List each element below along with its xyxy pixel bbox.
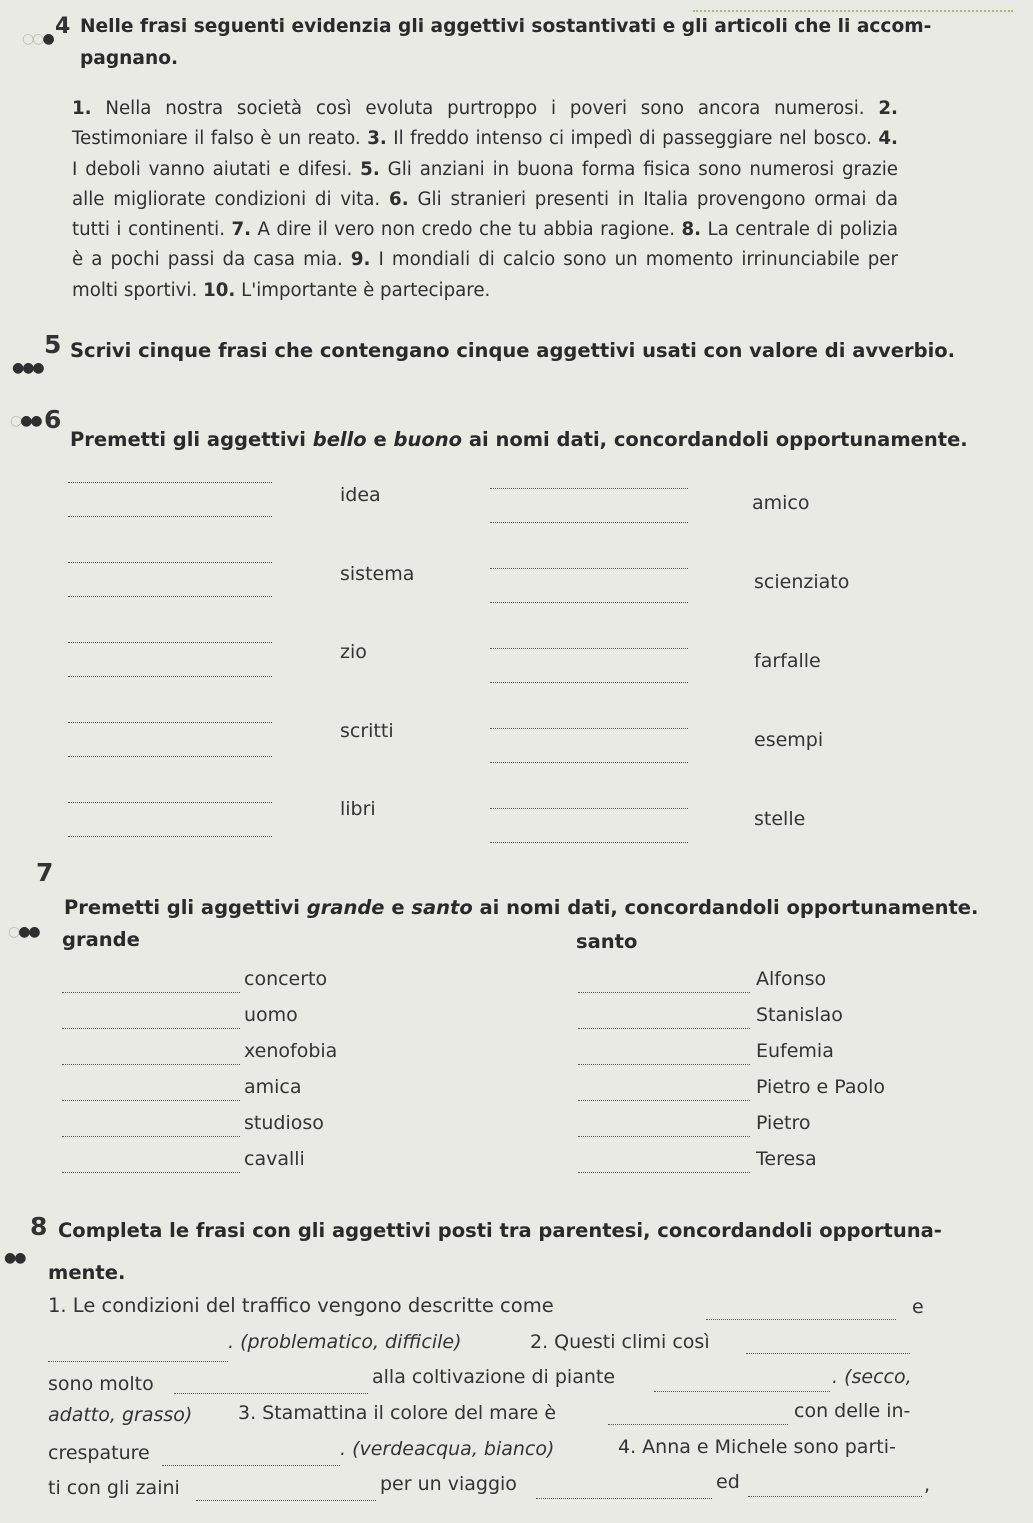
ex8-sentence-4-a: ti con gli zaini <box>48 1477 180 1499</box>
sentence-text: A dire il vero non credo che tu abbia ragione. <box>257 219 675 241</box>
noun-bello-buono-left: scritti <box>340 719 394 742</box>
exercise-7-number: 7 <box>36 858 54 887</box>
answer-line[interactable] <box>608 1424 788 1425</box>
ex8-hint-1: . (problematico, difficile) <box>228 1331 462 1353</box>
answer-line[interactable] <box>490 522 688 523</box>
answer-line[interactable] <box>490 842 688 843</box>
answer-line[interactable] <box>68 516 272 517</box>
ex8-sentence-2-mid: sono molto <box>48 1373 154 1395</box>
answer-line[interactable] <box>578 1100 750 1101</box>
noun-bello-buono-right: amico <box>752 492 810 514</box>
noun-bello-buono-right: farfalle <box>754 650 821 672</box>
answer-line[interactable] <box>68 642 272 643</box>
exercise-8-title-cont: mente. <box>48 1261 126 1284</box>
sentence-number: 8. <box>681 219 702 241</box>
answer-line[interactable] <box>490 682 688 683</box>
answer-line[interactable] <box>62 992 240 993</box>
answer-line[interactable] <box>654 1391 830 1392</box>
answer-line[interactable] <box>578 1136 750 1137</box>
answer-line[interactable] <box>68 482 272 483</box>
answer-line[interactable] <box>68 836 272 837</box>
sentence-text: Gli stranieri presenti in Italia provengono ormai da tutti i continenti. <box>72 188 898 241</box>
noun-grande: cavalli <box>244 1148 305 1170</box>
answer-line[interactable] <box>746 1353 910 1354</box>
answer-line[interactable] <box>490 762 688 763</box>
sentence-number: 2. <box>878 98 898 119</box>
answer-line[interactable] <box>162 1465 340 1466</box>
answer-line[interactable] <box>490 488 688 489</box>
answer-line[interactable] <box>68 722 272 723</box>
sentence-number: 1. <box>72 98 92 119</box>
sentence-number: 5. <box>360 158 380 180</box>
answer-line[interactable] <box>68 562 272 563</box>
noun-bello-buono-right: stelle <box>754 808 806 830</box>
ex8-sentence-1-conj: e <box>912 1296 924 1318</box>
answer-line[interactable] <box>62 1064 240 1065</box>
noun-santo: Stanislao <box>756 1004 843 1026</box>
sentence-text: Nella nostra società così evoluta purtroppo i poveri sono ancora numerosi. <box>105 98 865 119</box>
difficulty-dots-7: ○●● <box>8 924 39 940</box>
answer-line[interactable] <box>578 1172 750 1173</box>
answer-line[interactable] <box>490 602 688 603</box>
ex8-sentence-3-start: 3. Stamattina il colore del mare è <box>238 1402 557 1424</box>
sentence-number: 4. <box>878 128 898 150</box>
sentence-number: 3. <box>367 128 387 150</box>
answer-line[interactable] <box>490 648 688 649</box>
answer-line[interactable] <box>62 1028 240 1029</box>
ex8-hint-2b: adatto, grasso) <box>48 1404 193 1426</box>
answer-line[interactable] <box>48 1361 228 1362</box>
ex8-sentence-2-end: alla coltivazione di piante <box>372 1366 616 1388</box>
answer-line[interactable] <box>706 1319 896 1320</box>
column-header-grande: grande <box>62 928 140 951</box>
sentence-text: Il freddo intenso ci impedì di passeggiare nel bosco. <box>393 128 872 150</box>
exercise-5-title: Scrivi cinque frasi che contengano cinque aggettivi usati con valore di avverbio. <box>70 339 956 362</box>
sentence-text: I mondiali di calcio sono un momento irrinunciabile per molti sportivi. <box>72 249 898 301</box>
ex8-sentence-3-end: crespature <box>48 1442 150 1464</box>
noun-grande: uomo <box>244 1004 298 1026</box>
answer-line[interactable] <box>68 596 272 597</box>
answer-line[interactable] <box>62 1136 240 1137</box>
sentence-text: L'importante è partecipare. <box>241 279 491 301</box>
exercise-4-number: 4 <box>55 14 71 39</box>
noun-santo: Alfonso <box>756 968 827 990</box>
sentence-text: I deboli vanno aiutati e difesi. <box>72 158 353 180</box>
answer-line[interactable] <box>62 1100 240 1101</box>
sentence-text: La centrale di polizia è a pochi passi da casa mia. <box>72 219 898 271</box>
ex8-hint-3: . (verdeacqua, bianco) <box>340 1438 555 1460</box>
ex8-sentence-2-start: 2. Questi climi così <box>530 1331 710 1353</box>
sentence-number: 7. <box>231 219 252 241</box>
answer-line[interactable] <box>490 728 688 729</box>
noun-grande: amica <box>244 1076 302 1098</box>
column-header-santo: santo <box>576 930 638 953</box>
ex8-sentence-4-end: , <box>924 1474 931 1496</box>
ex8-sentence-1-start: 1. Le condizioni del traffico vengono descritte come <box>48 1294 554 1317</box>
sentence-text: Gli anziani in buona forma fisica sono numerosi grazie alle migliorate condizioni di vita. <box>72 158 898 210</box>
noun-grande: studioso <box>244 1112 324 1134</box>
header-decoration <box>693 0 1013 12</box>
ex8-sentence-4-c: ed <box>716 1471 740 1493</box>
difficulty-dots-8: ●● <box>4 1250 25 1266</box>
noun-grande: concerto <box>244 968 328 990</box>
exercise-6-number: 6 <box>44 405 62 434</box>
noun-bello-buono-right: esempi <box>754 729 824 751</box>
ex8-sentence-3-mid: con delle in- <box>794 1400 911 1422</box>
noun-santo: Eufemia <box>756 1040 834 1062</box>
sentence-number: 10. <box>203 279 236 301</box>
noun-bello-buono-left: libri <box>340 798 376 820</box>
ex8-sentence-4-start: 4. Anna e Michele sono parti- <box>618 1436 896 1458</box>
exercise-8-number: 8 <box>30 1212 48 1241</box>
exercise-6-title: Premetti gli aggettivi bello e buono ai nomi dati, concordandoli opportunamente. <box>70 428 968 451</box>
sentence-number: 6. <box>389 188 409 210</box>
answer-line[interactable] <box>578 1064 750 1065</box>
answer-line[interactable] <box>748 1496 922 1497</box>
sentence-text: Testimoniare il falso è un reato. <box>72 128 361 150</box>
exercise-8-title: Completa le frasi con gli aggettivi posti tra parentesi, concordandoli opportuna- <box>58 1219 942 1242</box>
answer-line[interactable] <box>490 808 688 809</box>
difficulty-dots-4: ○○● <box>22 31 53 47</box>
noun-bello-buono-left: idea <box>340 484 381 506</box>
noun-bello-buono-right: scienziato <box>754 571 850 593</box>
answer-line[interactable] <box>174 1393 368 1394</box>
answer-line[interactable] <box>68 756 272 757</box>
answer-line[interactable] <box>490 568 688 569</box>
noun-grande: xenofobia <box>244 1040 338 1062</box>
exercise-5-number: 5 <box>44 330 62 359</box>
exercise-4-title-cont: pagnano. <box>80 48 179 69</box>
difficulty-dots-6: ○●● <box>10 413 41 429</box>
sentence-number: 9. <box>350 249 371 271</box>
exercise-4-title: Nelle frasi seguenti evidenzia gli aggettivi sostantivati e gli articoli che li accom- <box>80 16 932 37</box>
difficulty-dots-5: ●●● <box>12 360 43 376</box>
noun-bello-buono-left: sistema <box>340 562 415 585</box>
answer-line[interactable] <box>536 1498 712 1499</box>
noun-santo: Pietro e Paolo <box>756 1076 886 1098</box>
noun-santo: Pietro <box>756 1112 811 1134</box>
noun-bello-buono-left: zio <box>340 641 367 663</box>
answer-line[interactable] <box>578 992 750 993</box>
answer-line[interactable] <box>578 1028 750 1029</box>
answer-line[interactable] <box>68 802 272 803</box>
answer-line[interactable] <box>62 1172 240 1173</box>
exercise-7-title: Premetti gli aggettivi grande e santo ai nomi dati, concordandoli opportunamente. <box>64 896 979 919</box>
ex8-sentence-4-b: per un viaggio <box>380 1473 517 1495</box>
noun-santo: Teresa <box>756 1148 817 1170</box>
answer-line[interactable] <box>68 676 272 677</box>
ex8-hint-2a: . (secco, <box>832 1366 912 1388</box>
exercise-4-sentences <box>72 94 898 306</box>
answer-line[interactable] <box>196 1500 376 1501</box>
